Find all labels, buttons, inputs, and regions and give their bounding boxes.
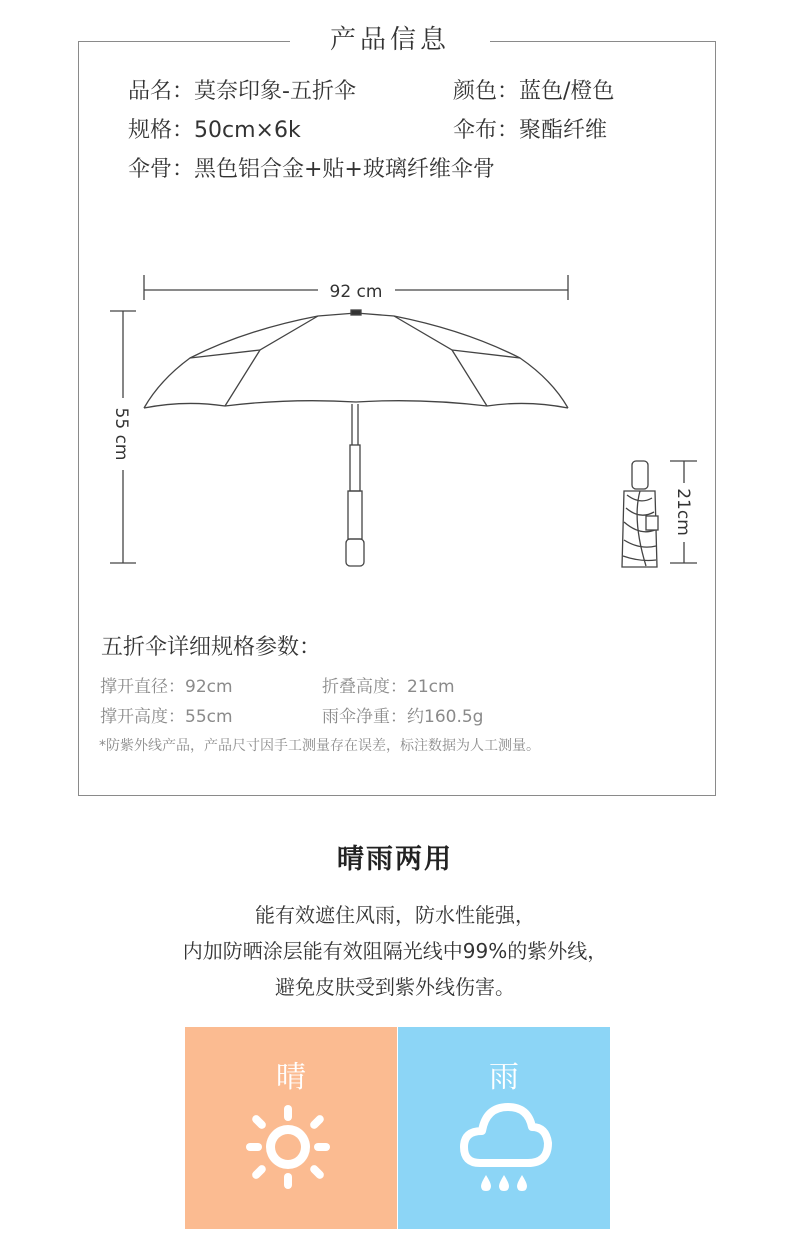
umbrella-shaft bbox=[348, 404, 362, 539]
sunny-label: 晴 bbox=[276, 1060, 306, 1095]
net-weight: 雨伞净重：约160.5g bbox=[322, 707, 484, 727]
folded-height: 折叠高度：21cm bbox=[322, 677, 455, 697]
umbrella-canopy bbox=[144, 313, 568, 408]
sunny-panel bbox=[185, 1027, 397, 1229]
product-info-title: 产品信息 bbox=[290, 18, 490, 62]
width-label: 92 cm bbox=[329, 282, 383, 302]
product-ribs: 伞骨：黑色铝合金+贴+玻璃纤维伞骨 bbox=[128, 157, 495, 182]
detail-spec-title: 五折伞详细规格参数： bbox=[101, 635, 322, 660]
folded-umbrella bbox=[622, 461, 658, 567]
rainy-panel bbox=[398, 1027, 610, 1229]
sun-icon bbox=[185, 1027, 397, 1229]
usage-desc-line-2: 内加防晒涂层能有效阻隔光线中99%的紫外线， bbox=[182, 939, 608, 963]
measurement-note: *防紫外线产品，产品尺寸因手工测量存在误差，标注数据为人工测量。 bbox=[99, 738, 540, 754]
umbrella-tip bbox=[351, 310, 361, 315]
product-fabric: 伞布：聚酯纤维 bbox=[453, 118, 608, 143]
umbrella-diagram bbox=[0, 0, 790, 620]
usage-title: 晴雨两用 bbox=[337, 844, 453, 875]
rainy-label: 雨 bbox=[489, 1060, 519, 1095]
rain-cloud-icon bbox=[398, 1027, 610, 1229]
product-color: 颜色：蓝色/橙色 bbox=[453, 79, 615, 104]
usage-desc-line-3: 避免皮肤受到紫外线伤害。 bbox=[275, 975, 515, 999]
umbrella-handle bbox=[346, 539, 364, 566]
height-label: 55 cm bbox=[111, 407, 131, 461]
product-spec: 规格：50cm×6k bbox=[128, 118, 301, 143]
open-diameter: 撑开直径：92cm bbox=[100, 677, 233, 697]
usage-desc-line-1: 能有效遮住风雨，防水性能强， bbox=[255, 903, 535, 927]
product-name: 品名：莫奈印象-五折伞 bbox=[128, 79, 356, 104]
open-height: 撑开高度：55cm bbox=[100, 707, 233, 727]
folded-height-label: 21cm bbox=[673, 488, 693, 536]
